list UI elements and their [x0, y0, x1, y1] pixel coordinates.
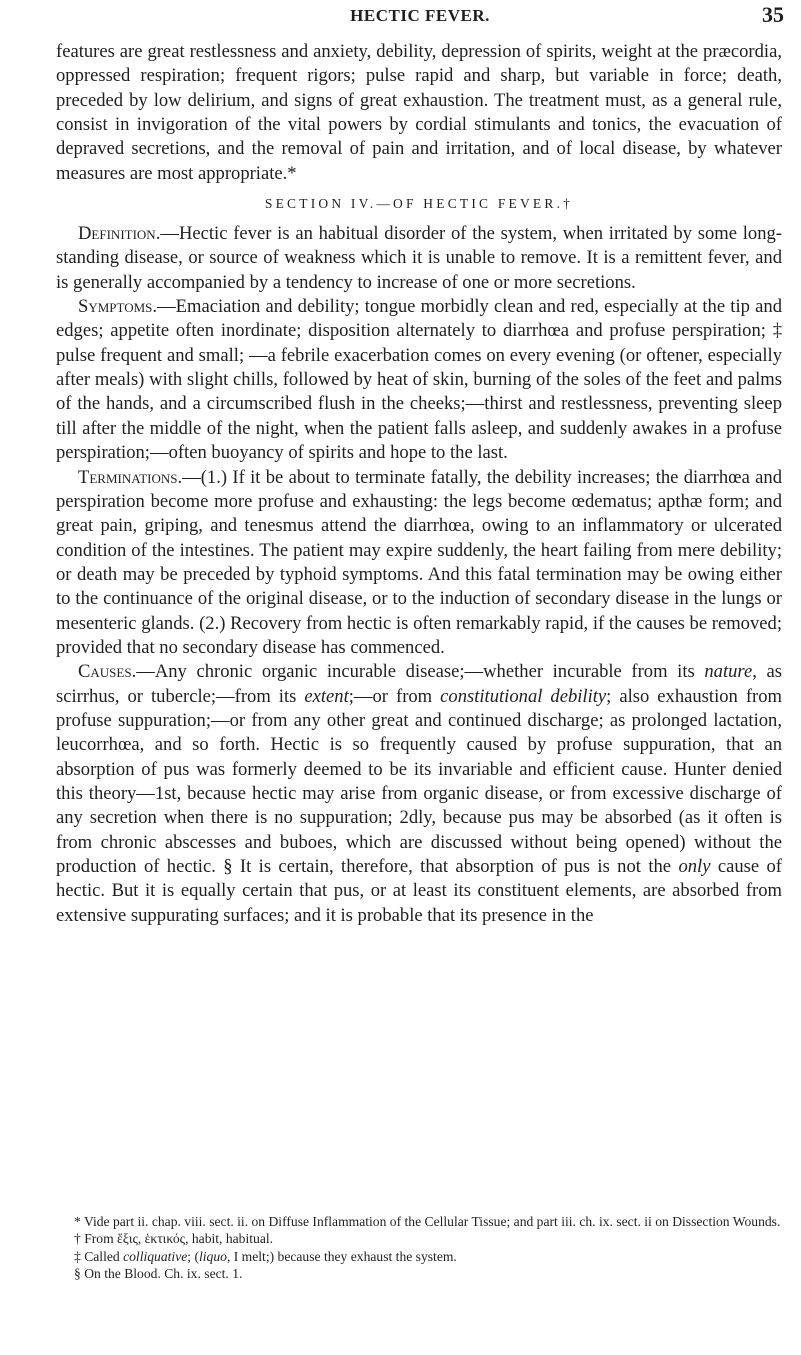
- causes-text-a: —Any chronic organic incurable disease;—whether incurable from its: [136, 661, 705, 683]
- symptoms-text: —Emaciation and debility; tongue morbidly clean and red, especially at the tip and edges; appetite often inordinate; disposition alternately to diarrhœa and profuse perspiration; ‡ pulse frequent and small; —a febrile exacerbation comes on every evening (or oftener, especially after meals) with slight chills, followed by heat of skin, burning of the soles of the feet and palms of the hands, and a circumscribed flush in the cheeks;—thirst and restlessness, preventing sleep till after the middle of the night, when the patient falls asleep, and suddenly awakes in a profuse perspiration;—often buoyancy of spirits and hope to the last.: [56, 296, 782, 464]
- definition-label: Definition.: [78, 223, 161, 245]
- paragraph-causes: [56, 660, 782, 928]
- footnote-4: § On the Blood. Ch. ix. sect. 1.: [74, 1266, 243, 1282]
- causes-emphasis-only: only: [678, 856, 711, 877]
- symptoms-label: Symptoms.: [78, 296, 158, 318]
- causes-text-d: ; also exhaustion from profuse suppuration;—or from any other great and continued discharge; as prolonged lactation, leucorrhœa, and so forth. Hectic is so frequently caused by profuse suppuration, that an absorption of pus was formerly deemed to be its invariable and efficient cause. Hunter denied this theory—1st, because hectic may arise from organic disease, or from excessive discharge of any secretion when there is no suppuration; 2dly, because pus may be absorbed (as it often is from chronic abscesses and buboes, which are discussed without being opened) without the production of hectic. § It is certain, therefore, that absorption of pus is not the: [56, 685, 782, 877]
- running-title: HECTIC FEVER.: [350, 6, 490, 25]
- causes-emphasis-nature: nature: [704, 661, 753, 683]
- terminations-text: —(1.) If it be about to terminate fatally, the debility increases; the diarrhœa and perspiration become more profuse and exhausting: the legs become œdematus; apthæ form; and great pain, griping, and tenesmus attend the diarrhœa, owing to an inflammatory or ulcerated condition of the intestines. The patient may expire suddenly, the heart failing from mere debility; or death may be preceded by typhoid symptoms. And this fatal termination may be owing either to the continuance of the original disease, or to the induction of secondary disease in the lungs or mesenteric glands. (2.) Recovery from hectic is often remarkably rapid, if the causes be removed; provided that no secondary disease has commenced.: [56, 466, 782, 658]
- footnote-3-em2: liquo: [198, 1248, 227, 1264]
- causes-emphasis-constitutional: constitutional debility: [440, 685, 607, 707]
- footnote-3-c: , I melt;) because they exhaust the system.: [226, 1248, 457, 1264]
- paragraph-terminations: [56, 466, 782, 661]
- footnote-1: * Vide part ii. chap. viii. sect. ii. on Diffuse Inflammation of the Cellular Tissue; and part iii. ch. ix. sect. ii on Dissection Wounds.: [74, 1214, 781, 1229]
- main-text: [56, 40, 782, 928]
- causes-text-b: , as scirrhus, or tubercle;—from its: [56, 661, 782, 707]
- paragraph-continuation: features are great restlessness and anxiety, debility, depression of spirits, weight at the præcordia, oppressed respiration; frequent rigors; pulse rapid and sharp, but variable in force; death, preceded by low delirium, and signs of great exhaustion. The treatment must, as a general rule, consist in invigoration of the vital powers by cordial stimulants and tonics, the evacuation of depraved secretions, and the removal of pain and irritation, and of local disease, by whatever measures are most appropriate.*: [56, 41, 782, 184]
- footnote-3: [56, 1248, 782, 1265]
- footnote-3-b: ; (: [187, 1248, 199, 1264]
- footnote-3-a: ‡ Called: [74, 1248, 124, 1264]
- page-number: 35: [762, 2, 784, 27]
- footnotes: [56, 1213, 782, 1283]
- causes-emphasis-extent: extent: [304, 685, 349, 707]
- definition-text: —Hectic fever is an habitual disorder of the system, when irritated by some long-standing disease, or source of weakness which it is unable to remove. It is a remittent fever, and is generally accompanied by a tendency to increase of one or more secretions.: [56, 223, 782, 293]
- running-header: [56, 2, 784, 32]
- causes-label: Causes.: [78, 661, 137, 683]
- causes-text-c: ;—or from: [348, 685, 441, 707]
- section-heading: SECTION IV.—OF HECTIC FEVER.†: [264, 196, 574, 212]
- footnote-2: † From ἕξις, ἑκτικός, habit, habitual.: [74, 1231, 274, 1247]
- paragraph-definition: [56, 222, 782, 295]
- paragraph-symptoms: [56, 295, 782, 465]
- terminations-label: Terminations.: [78, 466, 183, 488]
- footnote-3-em1: colliquative: [123, 1248, 188, 1264]
- causes-text-e: cause of hectic. But it is equally certain that pus, or at least its constituent elements, are absorbed from extensive suppurating surfaces; and it is probable that its presence in the: [56, 856, 782, 926]
